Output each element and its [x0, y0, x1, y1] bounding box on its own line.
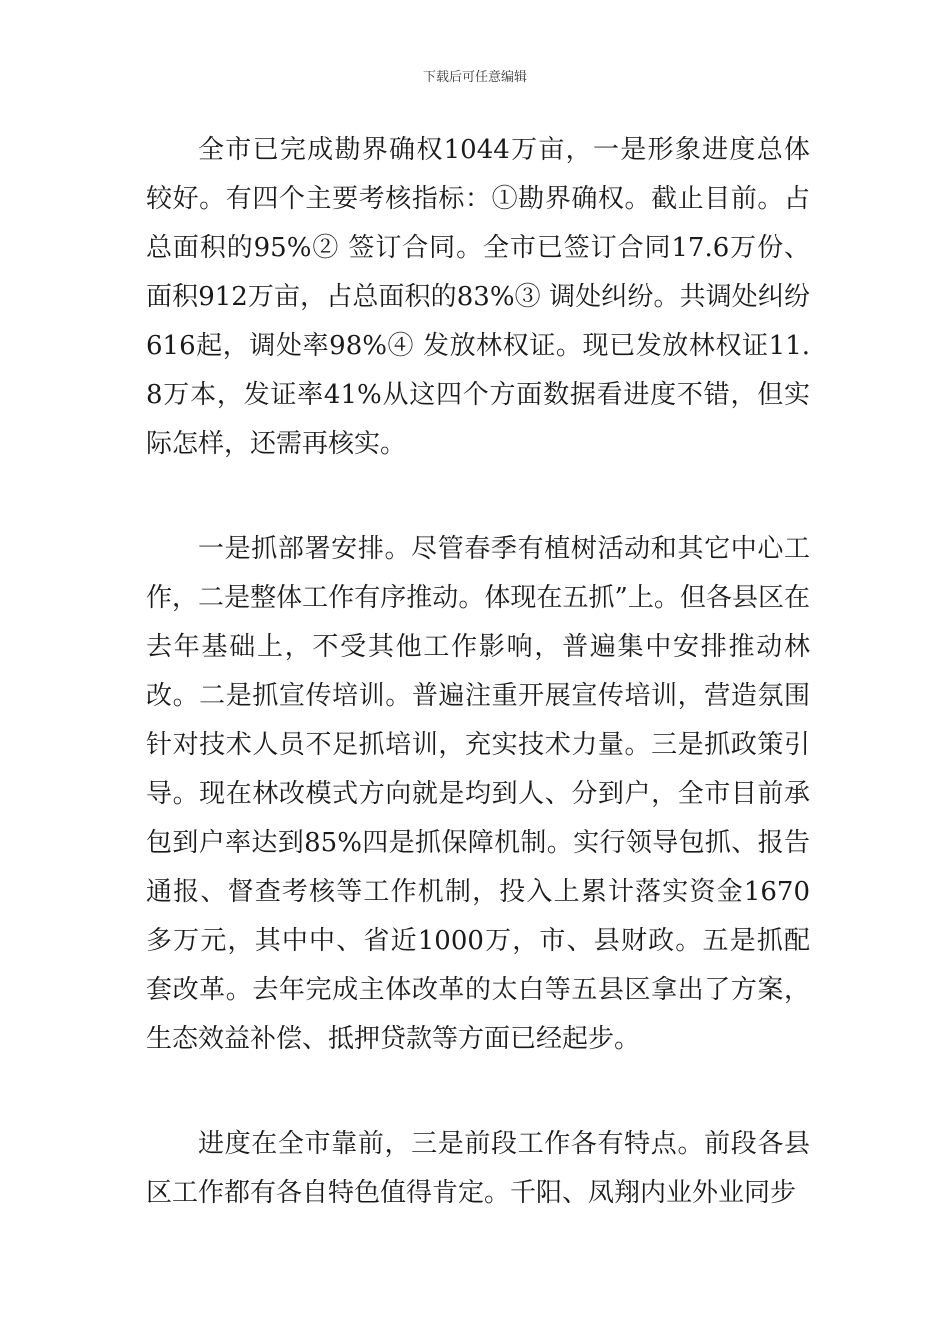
paragraph-2: 一是抓部署安排。尽管春季有植树活动和其它中心工作，二是整体工作有序推动。体现在五抓”上。但各县区在去年基础上，不受其他工作影响，普遍集中安排推动林改。二是抓宣传培训。普遍注重开展宣传培训，营造氛围针对技术人员不足抓培训，充实技术力量。三是抓政策引导。现在林改模式方向就是均到人、分到户，全市目前承包到户率达到85%四是抓保障机制。实行领导包抓、报告通报、督查考核等工作机制，投入上累计落实资金1670多万元，其中中、省近1000万，市、县财政。五是抓配套改革。去年完成主体改革的太白等五县区拿出了方案，生态效益补偿、抵押贷款等方面已经起步。	[146, 534, 810, 1054]
page-header: 下载后可任意编辑	[422, 70, 527, 85]
paragraph-3: 进度在全市靠前，三是前段工作各有特点。前段各县区工作都有各自特色值得肯定。千阳、凤翔内业外业同步	[146, 1129, 810, 1208]
paragraph-1: 全市已完成勘界确权1044万亩，一是形象进度总体较好。有四个主要考核指标：①勘界确权。截止目前。占总面积的95%② 签订合同。全市已签订合同17.6万份、面积912万亩，占总面积的83%③ 调处纠纷。共调处纠纷616起，调处率98%④ 发放林权证。现已发放林权证11.8万本，发证率41%从这四个方面数据看进度不错，但实际怎样，还需再核实。	[146, 135, 810, 459]
